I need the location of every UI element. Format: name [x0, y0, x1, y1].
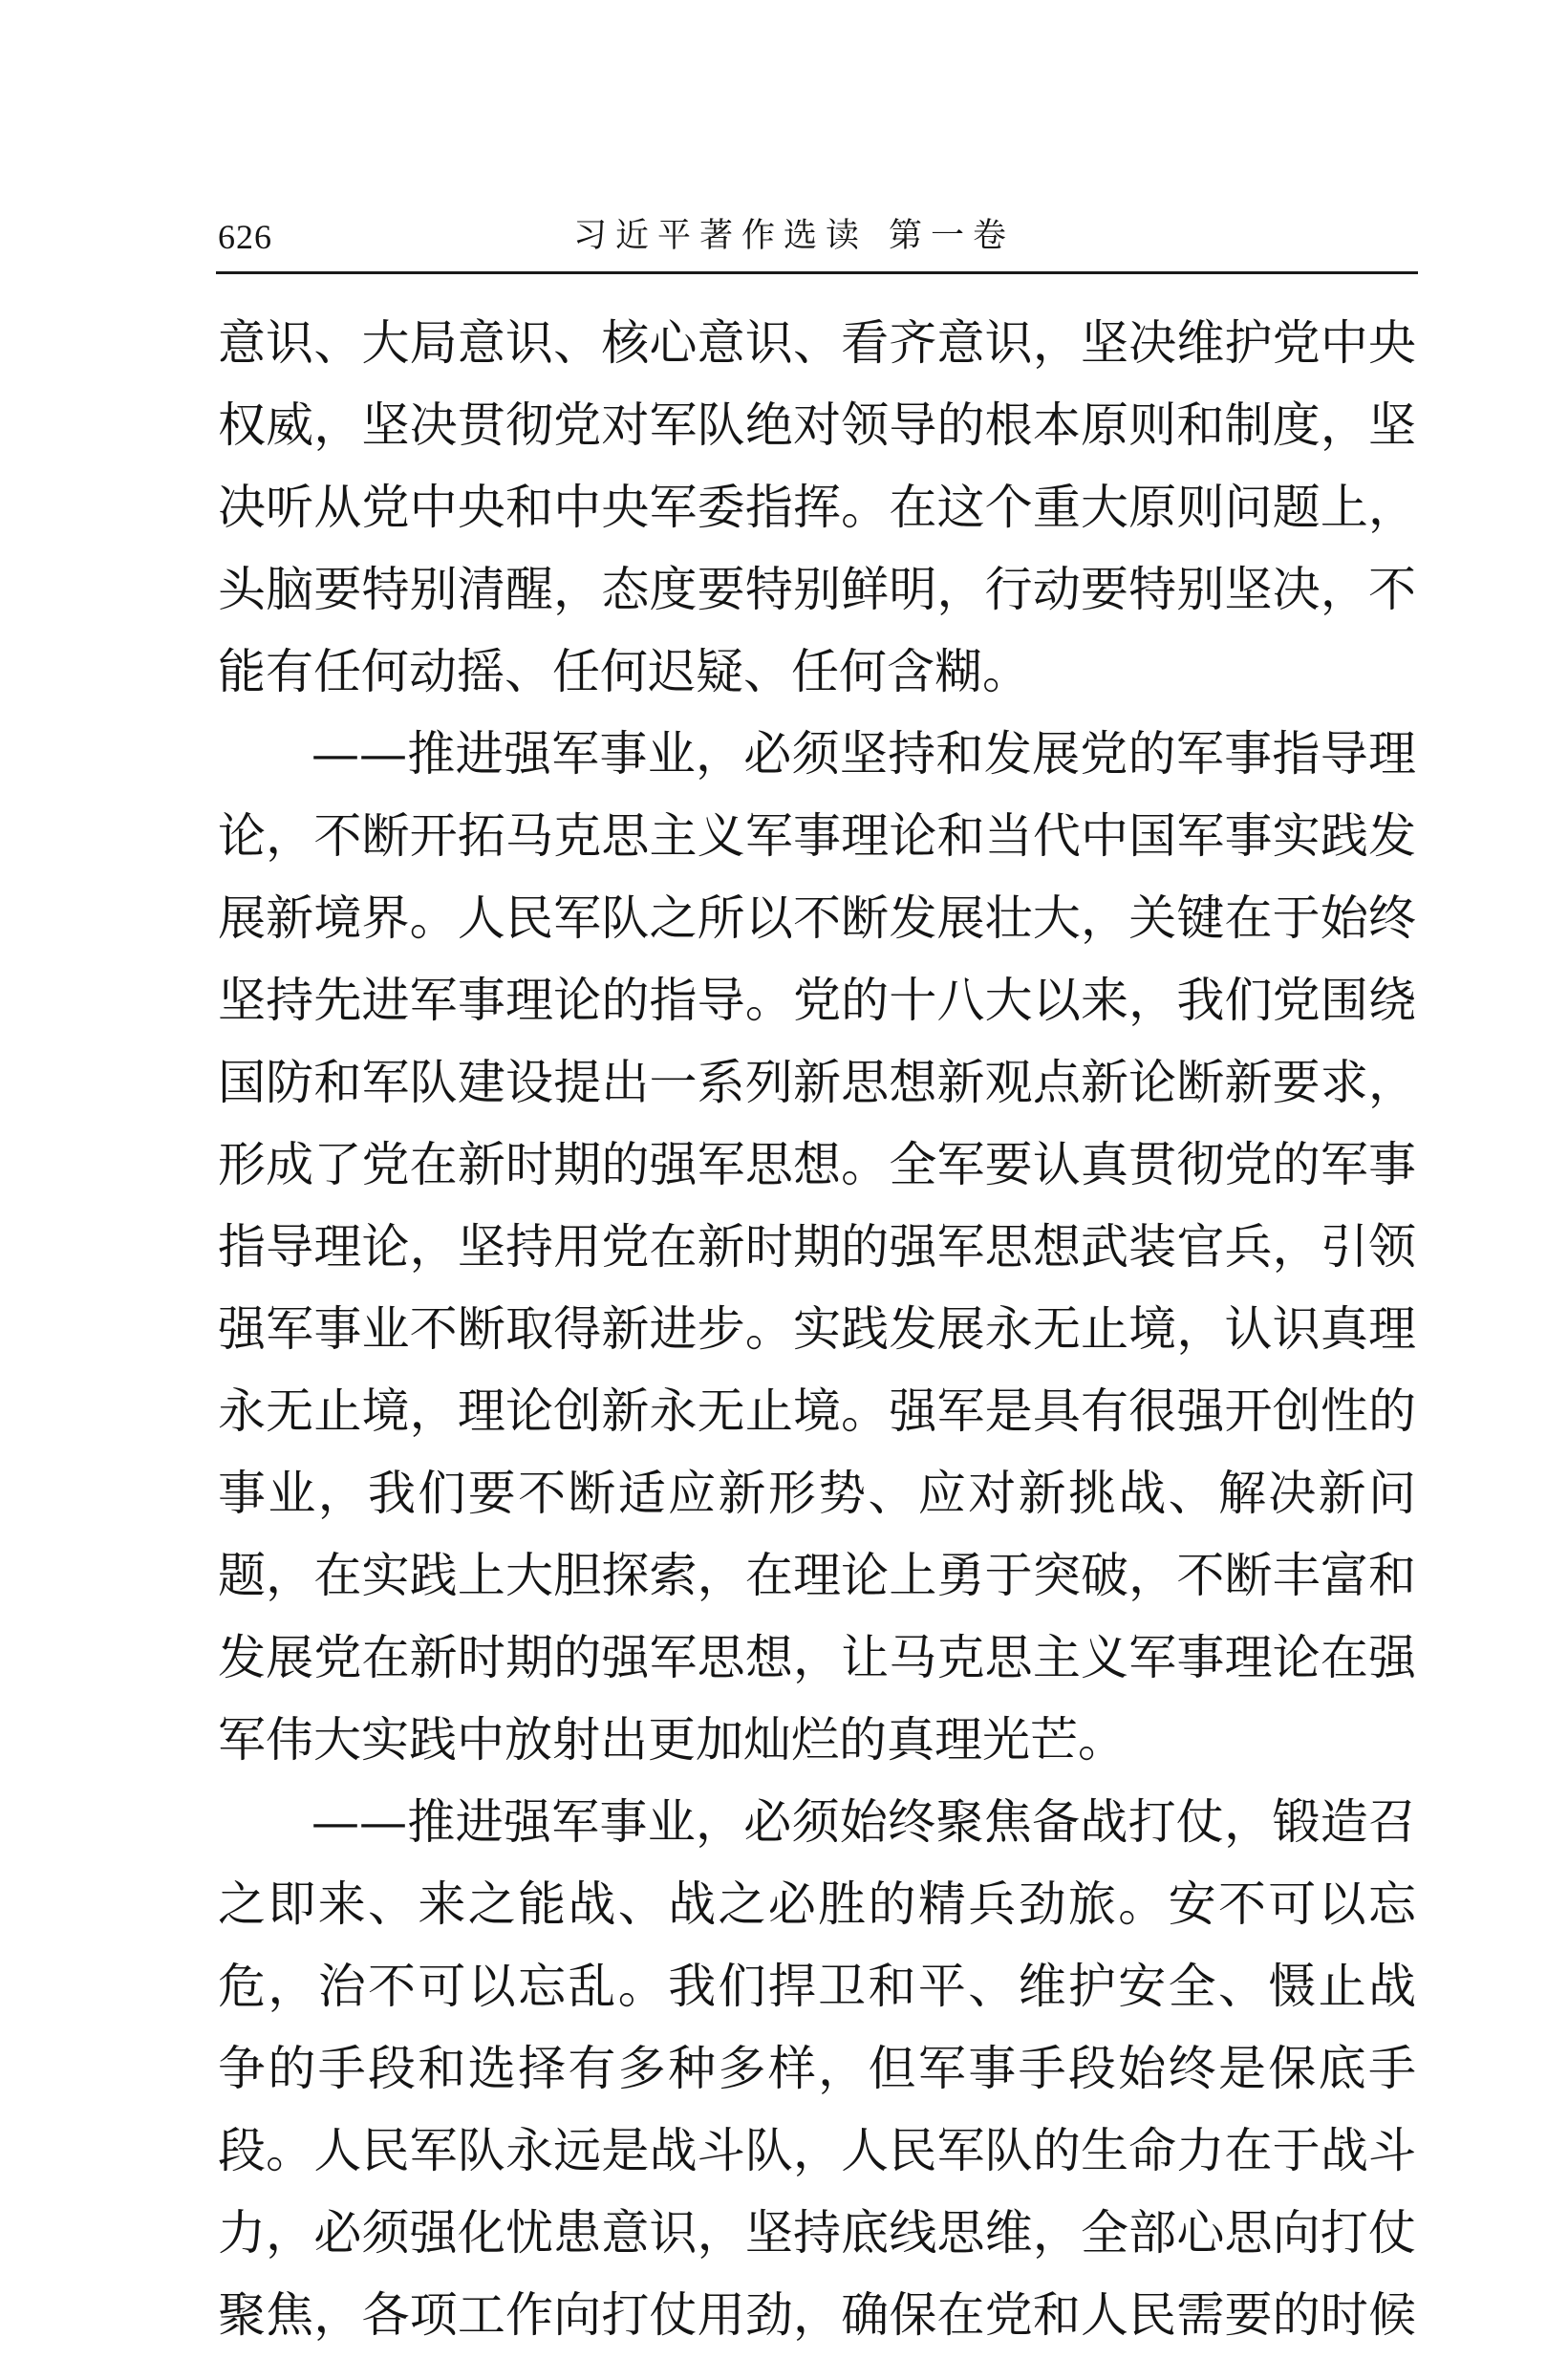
text-line: 军伟大实践中放射出更加灿烂的真理光芒。 [218, 1712, 1126, 1768]
running-header [573, 214, 1015, 258]
text-line: 坚持先进军事理论的指导。党的十八大以来，我们党围绕 [218, 973, 1416, 1028]
text-line: 头脑要特别清醒，态度要特别鲜明，行动要特别坚决，不 [218, 562, 1416, 617]
text-line: 国防和军队建设提出一系列新思想新观点新论断新要求， [218, 1055, 1416, 1110]
text-line: 题，在实践上大胆探索，在理论上勇于突破，不断丰富和 [218, 1548, 1416, 1603]
text-line: 强军事业不断取得新进步。实践发展永无止境，认识真理 [218, 1301, 1416, 1357]
text-line: 段。人民军队永远是战斗队，人民军队的生命力在于战斗 [218, 2123, 1416, 2178]
text-line: 力，必须强化忧患意识，坚持底线思维，全部心思向打仗 [218, 2205, 1416, 2261]
volume-label: 第一卷 [889, 217, 1016, 255]
text-line: 意识、大局意识、核心意识、看齐意识，坚决维护党中央 [218, 315, 1416, 371]
text-line: 权威，坚决贯彻党对军队绝对领导的根本原则和制度，坚 [218, 397, 1416, 453]
paragraph-start-line: ——推进强军事业，必须始终聚焦备战打仗，锻造召 [311, 1794, 1416, 1850]
text-line: 事业，我们要不断适应新形势、应对新挑战、解决新问 [218, 1466, 1416, 1521]
text-line: 之即来、来之能战、战之必胜的精兵劲旅。安不可以忘 [218, 1876, 1416, 1932]
header-rule [216, 271, 1418, 274]
text-line: 指导理论，坚持用党在新时期的强军思想武装官兵，引领 [218, 1219, 1416, 1275]
text-line: 决听从党中央和中央军委指挥。在这个重大原则问题上， [218, 480, 1416, 535]
book-title: 习近平著作选读 [573, 217, 869, 255]
text-line: 危，治不可以忘乱。我们捍卫和平、维护安全、慑止战 [218, 1959, 1416, 2014]
text-line: 争的手段和选择有多种多样，但军事手段始终是保底手 [218, 2041, 1416, 2096]
page-number: 626 [218, 218, 272, 256]
text-line: 能有任何动摇、任何迟疑、任何含糊。 [218, 644, 1030, 699]
text-line: 永无止境，理论创新永无止境。强军是具有很强开创性的 [218, 1383, 1416, 1439]
body-text [218, 302, 1416, 2356]
text-line: 论，不断开拓马克思主义军事理论和当代中国军事实践发 [218, 808, 1416, 864]
text-line: 展新境界。人民军队之所以不断发展壮大，关键在于始终 [218, 890, 1416, 946]
text-line: 发展党在新时期的强军思想，让马克思主义军事理论在强 [218, 1630, 1416, 1685]
text-line: 形成了党在新时期的强军思想。全军要认真贯彻党的军事 [218, 1137, 1416, 1192]
paragraph-start-line: ——推进强军事业，必须坚持和发展党的军事指导理 [311, 726, 1416, 782]
text-line: 聚焦，各项工作向打仗用劲，确保在党和人民需要的时候 [218, 2287, 1416, 2343]
